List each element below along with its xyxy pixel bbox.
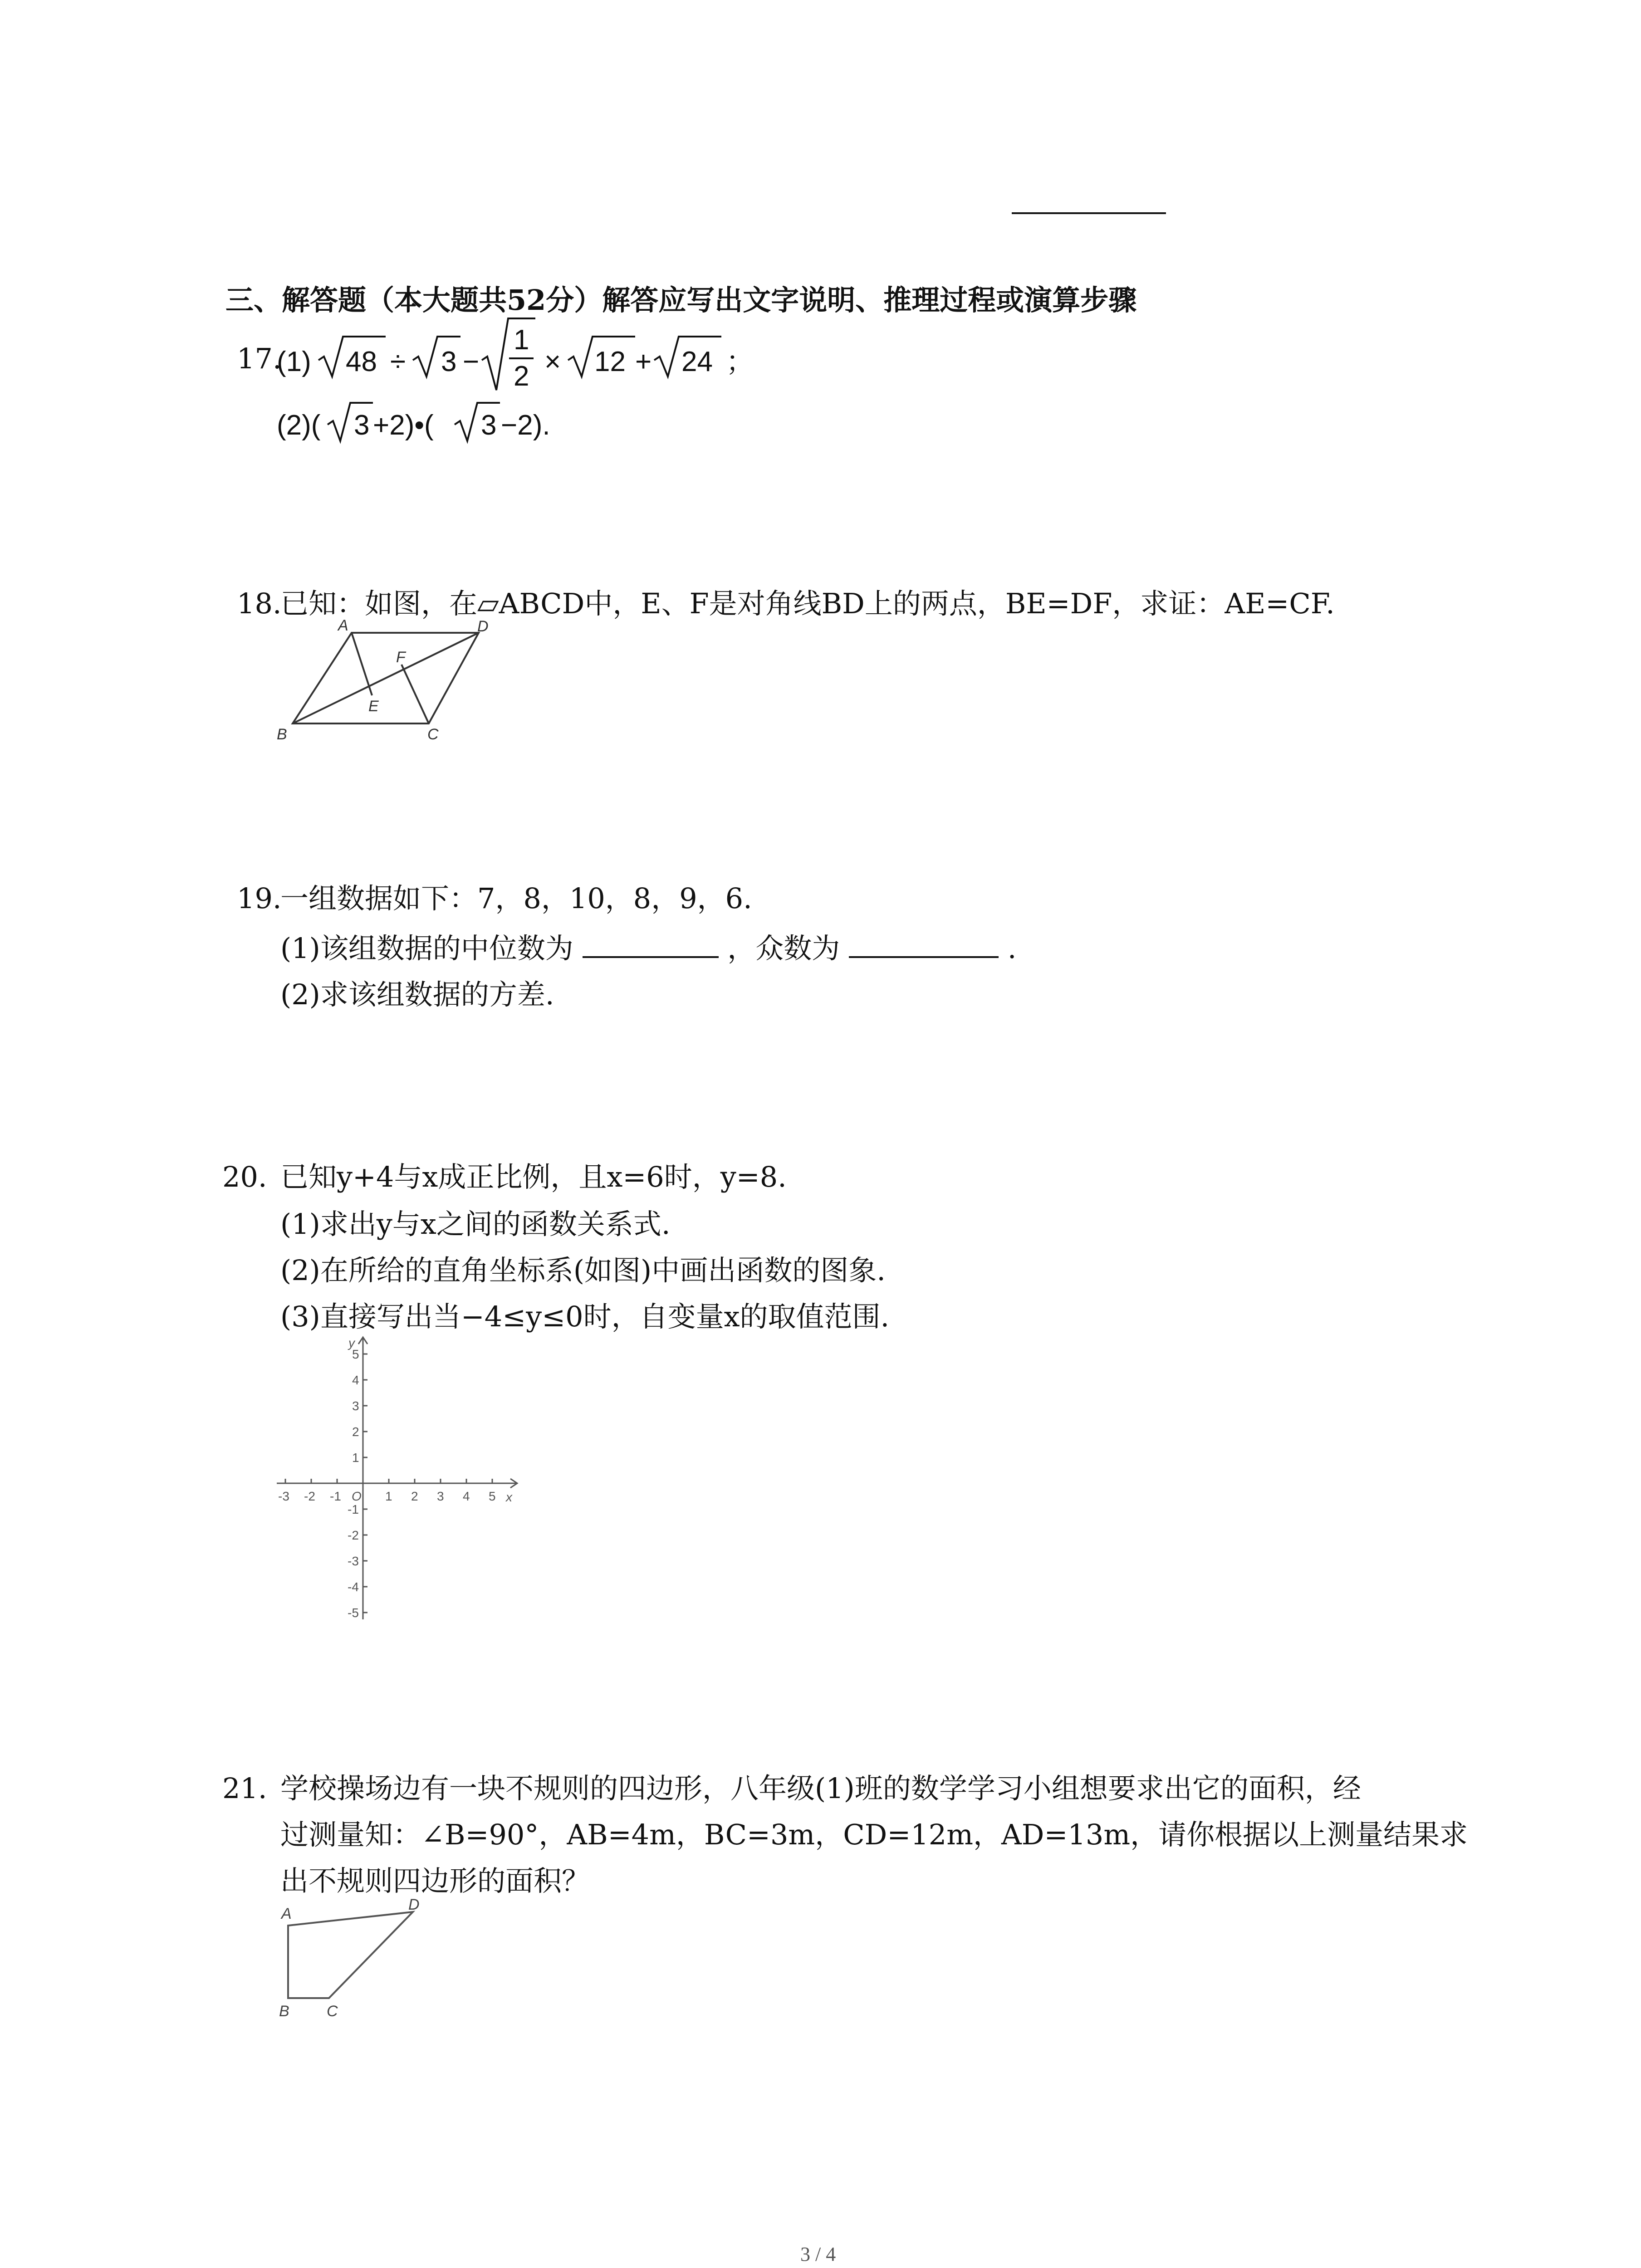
label-a: A — [281, 1905, 292, 1922]
q17-part2-c: −2). — [501, 410, 550, 441]
q19-p1-a: (1)该组数据的中位数为 — [280, 932, 573, 965]
y-tick-label: -2 — [348, 1528, 359, 1542]
label-b: B — [277, 726, 287, 743]
y-tick-label: -1 — [348, 1502, 359, 1516]
x-tick-label: 4 — [463, 1489, 470, 1503]
q20-part3: (3)直接写出当−4≤y≤0时，自变量x的取值范围. — [280, 1300, 890, 1333]
label-d: D — [408, 1896, 420, 1913]
segment-cf — [402, 665, 429, 723]
y-tick-label: 3 — [352, 1399, 359, 1413]
q19-part2: (2)求该组数据的方差. — [280, 978, 554, 1011]
q19-number: 19. — [237, 882, 282, 915]
q17-r12: 12 — [594, 346, 626, 377]
q17-r3: 3 — [441, 346, 457, 377]
q17-part1-expression — [277, 313, 821, 399]
q17-part2-a: (2)( — [277, 410, 321, 441]
q17-part2-b: +2)•( — [373, 410, 434, 441]
q20-part1: (1)求出y与x之间的函数关系式. — [280, 1207, 671, 1241]
axis-label-y: y — [348, 1336, 355, 1350]
q18-parallelogram-figure — [268, 617, 504, 744]
q17-semicolon: ； — [726, 346, 754, 377]
origin-label: O — [352, 1489, 362, 1503]
x-tick-label: -2 — [304, 1489, 315, 1503]
q17-plus: + — [635, 346, 652, 377]
q17-part2-r3a: 3 — [354, 410, 370, 441]
q17-r24: 24 — [681, 346, 713, 377]
x-tick-label: -3 — [278, 1489, 289, 1503]
label-c: C — [327, 2003, 338, 2020]
q18-text: 已知：如图，在▱ABCD中，E、F是对角线BD上的两点，BE=DF，求证：AE=CF. — [280, 587, 1335, 620]
axis-label-x: x — [506, 1490, 512, 1504]
y-tick-label: -4 — [348, 1580, 359, 1594]
q20-coordinate-system — [272, 1329, 526, 1637]
label-a: A — [338, 617, 348, 634]
x-tick-label: 1 — [385, 1489, 392, 1503]
q17-part2-expression — [277, 399, 594, 449]
label-c: C — [427, 726, 439, 743]
y-tick-label: 4 — [352, 1373, 359, 1387]
y-tick-label: 1 — [352, 1451, 359, 1465]
q17-minus: − — [463, 346, 480, 377]
q20-intro: 已知y+4与x成正比例，且x=6时，y=8. — [280, 1160, 787, 1193]
q18-number: 18. — [237, 587, 282, 620]
q17-number: 17. — [237, 342, 282, 375]
q17-frac-den: 2 — [514, 361, 529, 392]
q17-div: ÷ — [390, 346, 406, 377]
top-answer-line — [1012, 212, 1166, 214]
q17-part2-r3b: 3 — [481, 410, 497, 441]
q21-quadrilateral-figure — [268, 1896, 431, 2023]
q19-p1-c: . — [1007, 932, 1017, 965]
x-tick-label: 5 — [489, 1489, 496, 1503]
q17-frac-num: 1 — [514, 324, 529, 356]
q21-line3: 出不规则四边形的面积？ — [280, 1864, 590, 1897]
page-number: 3 / 4 — [800, 2243, 836, 2265]
median-blank[interactable] — [583, 934, 719, 958]
section-header: 三、解答题（本大题共52分）解答应写出文字说明、推理过程或演算步骤 — [225, 284, 1137, 317]
quadrilateral-abcd — [288, 1912, 413, 1998]
q17-part1-prefix: (1) — [277, 346, 311, 377]
label-b: B — [279, 2003, 289, 2020]
q20-part2: (2)在所给的直角坐标系(如图)中画出函数的图象. — [280, 1254, 886, 1287]
q21-line2: 过测量知：∠B=90°，AB=4m，BC=3m，CD=12m，AD=13m，请你根据以上测量结果求 — [280, 1818, 1468, 1851]
q21-number: 21. — [222, 1772, 267, 1805]
x-tick-label: 3 — [437, 1489, 444, 1503]
q21-line1: 学校操场边有一块不规则的四边形，八年级(1)班的数学学习小组想要求出它的面积，经 — [280, 1772, 1361, 1805]
label-d: D — [477, 618, 489, 635]
q17-times: × — [544, 346, 561, 377]
y-tick-label: 2 — [352, 1425, 359, 1439]
diagonal-bd — [293, 633, 479, 723]
y-tick-label: -3 — [348, 1554, 359, 1568]
x-tick-label: 2 — [411, 1489, 418, 1503]
x-tick-label: -1 — [330, 1489, 341, 1503]
q20-number: 20. — [222, 1160, 267, 1193]
label-e: E — [368, 698, 379, 715]
q19-part1 — [280, 934, 1016, 963]
segment-ae — [352, 633, 372, 695]
q17-r48: 48 — [346, 346, 377, 377]
label-f: F — [396, 649, 406, 666]
q19-intro: 一组数据如下：7，8，10，8，9，6. — [280, 882, 752, 915]
q19-p1-b: ，众数为 — [727, 932, 840, 965]
y-tick-label: -5 — [348, 1606, 359, 1620]
y-tick-label: 5 — [352, 1347, 359, 1361]
mode-blank[interactable] — [849, 934, 999, 958]
